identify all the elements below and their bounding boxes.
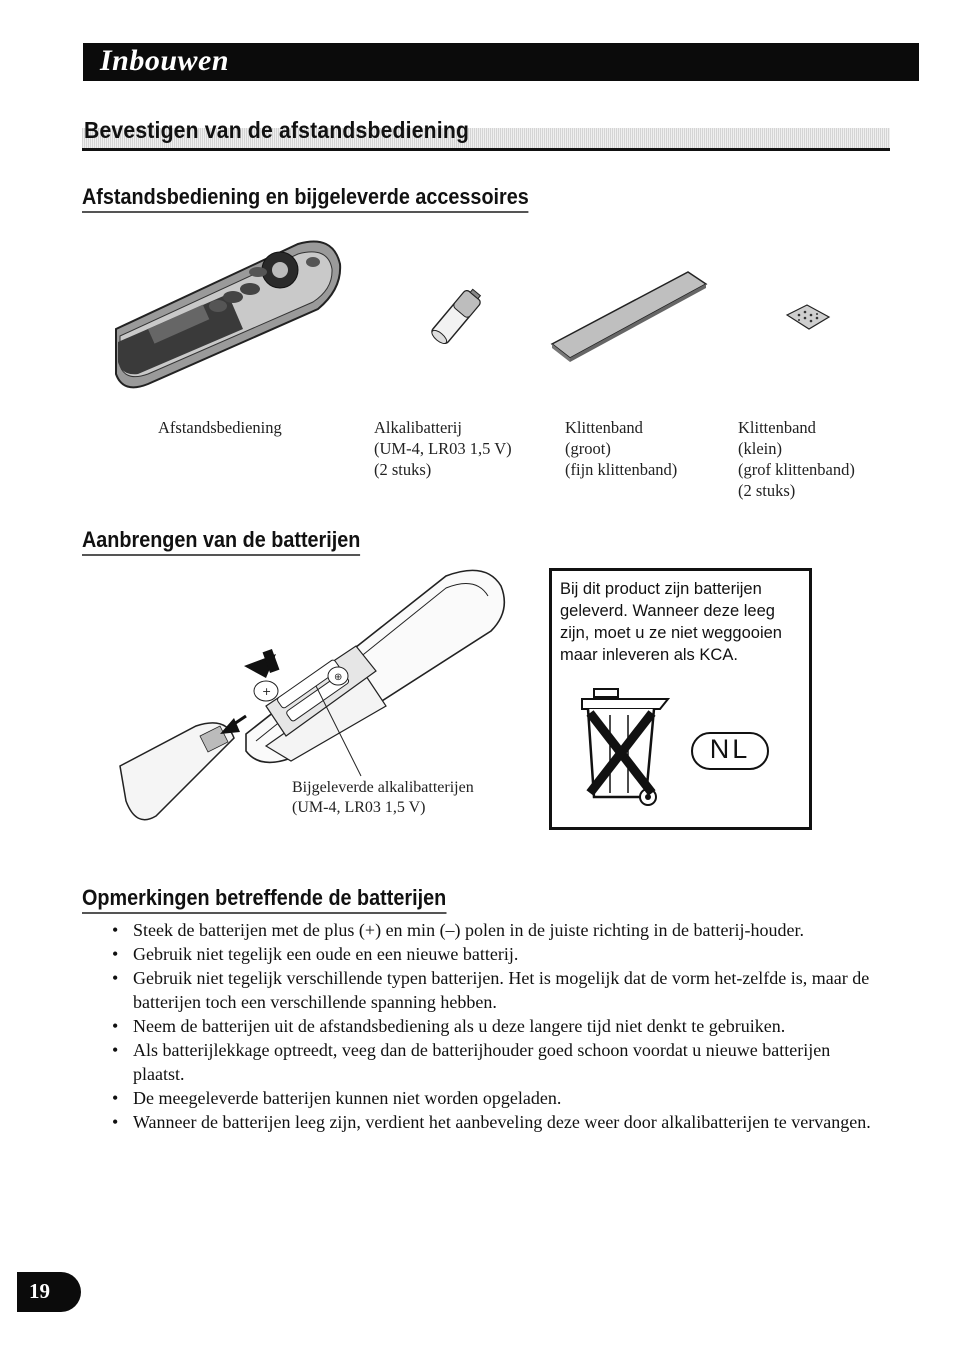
chapter-title: Inbouwen [100,44,230,77]
caption-line: Afstandsbediening [158,418,282,437]
callout-line: (UM-4, LR03 1,5 V) [292,799,426,816]
caption-line: (UM-4, LR03 1,5 V) [374,439,512,458]
svg-text:+: + [262,685,272,698]
callout-line: Bijgeleverde alkalibatterijen [292,779,474,796]
notice-text: Bij dit product zijn batterijen geleverd. Wanneer deze leeg zijn, moet u ze niet weggooien maar inleveren als KCA. [560,580,782,664]
caption-line: (groot) [565,439,611,458]
list-item: • Gebruik niet tegelijk verschillende typen batterijen. Het is mogelijk dat de vorm het-zelfde is, maar de batterijen toch een verschillende spanning hebben. [112,968,870,1012]
list-item: • Gebruik niet tegelijk een oude en een nieuwe batterij. [112,944,519,964]
crossed-bin-icon [580,685,672,813]
chapter-banner [83,43,919,81]
list-item: • Als batterijlekkage optreedt, veeg dan de batterijhouder goed schoon voordat u nieuwe batterijen plaatst. [112,1040,831,1084]
list-item: • Steek de batterijen met de plus (+) en min (–) polen in de juiste richting in de batterij-houder. [112,920,804,940]
battery-callout [292,778,474,818]
notes-list [112,918,872,1134]
section-title: Bevestigen van de afstandsbediening [84,117,470,143]
caption-remote [158,417,282,438]
section-header [82,112,890,152]
page-number-tab [17,1272,81,1312]
page-number: 19 [29,1279,50,1303]
caption-large-velcro [565,417,677,480]
remote-control-illustration [108,234,348,394]
caption-small-velcro [738,417,855,501]
accessories-heading: Afstandsbediening en bijgeleverde accessoires [82,184,529,213]
caption-line: (grof klittenband) [738,460,855,479]
svg-text:⊕: ⊕ [334,672,343,683]
caption-line: (klein) [738,439,782,458]
large-velcro-illustration [548,266,710,362]
caption-battery [374,417,512,480]
list-item: • Wanneer de batterijen leeg zijn, verdient het aanbeveling deze weer door alkalibatterijen te vervangen. [112,1112,871,1132]
caption-line: (2 stuks) [738,481,796,500]
caption-line: (2 stuks) [374,460,432,479]
section-header-rule [82,148,890,151]
battery-install-heading: Aanbrengen van de batterijen [82,527,360,556]
kca-notice-box [549,568,812,830]
caption-line: (fijn klittenband) [565,460,678,479]
list-item: • Neem de batterijen uit de afstandsbediening als u deze langere tijd niet denkt te gebruiken. [112,1016,786,1036]
battery-illustration [420,282,492,352]
caption-line: Klittenband [738,418,816,437]
list-item: • De meegeleverde batterijen kunnen niet worden opgeladen. [112,1088,562,1108]
caption-line: Alkalibatterij [374,418,462,437]
nl-badge-label: NL [709,734,751,764]
small-velcro-illustration [785,303,831,331]
caption-line: Klittenband [565,418,643,437]
notes-heading: Opmerkingen betreffende de batterijen [82,885,446,914]
